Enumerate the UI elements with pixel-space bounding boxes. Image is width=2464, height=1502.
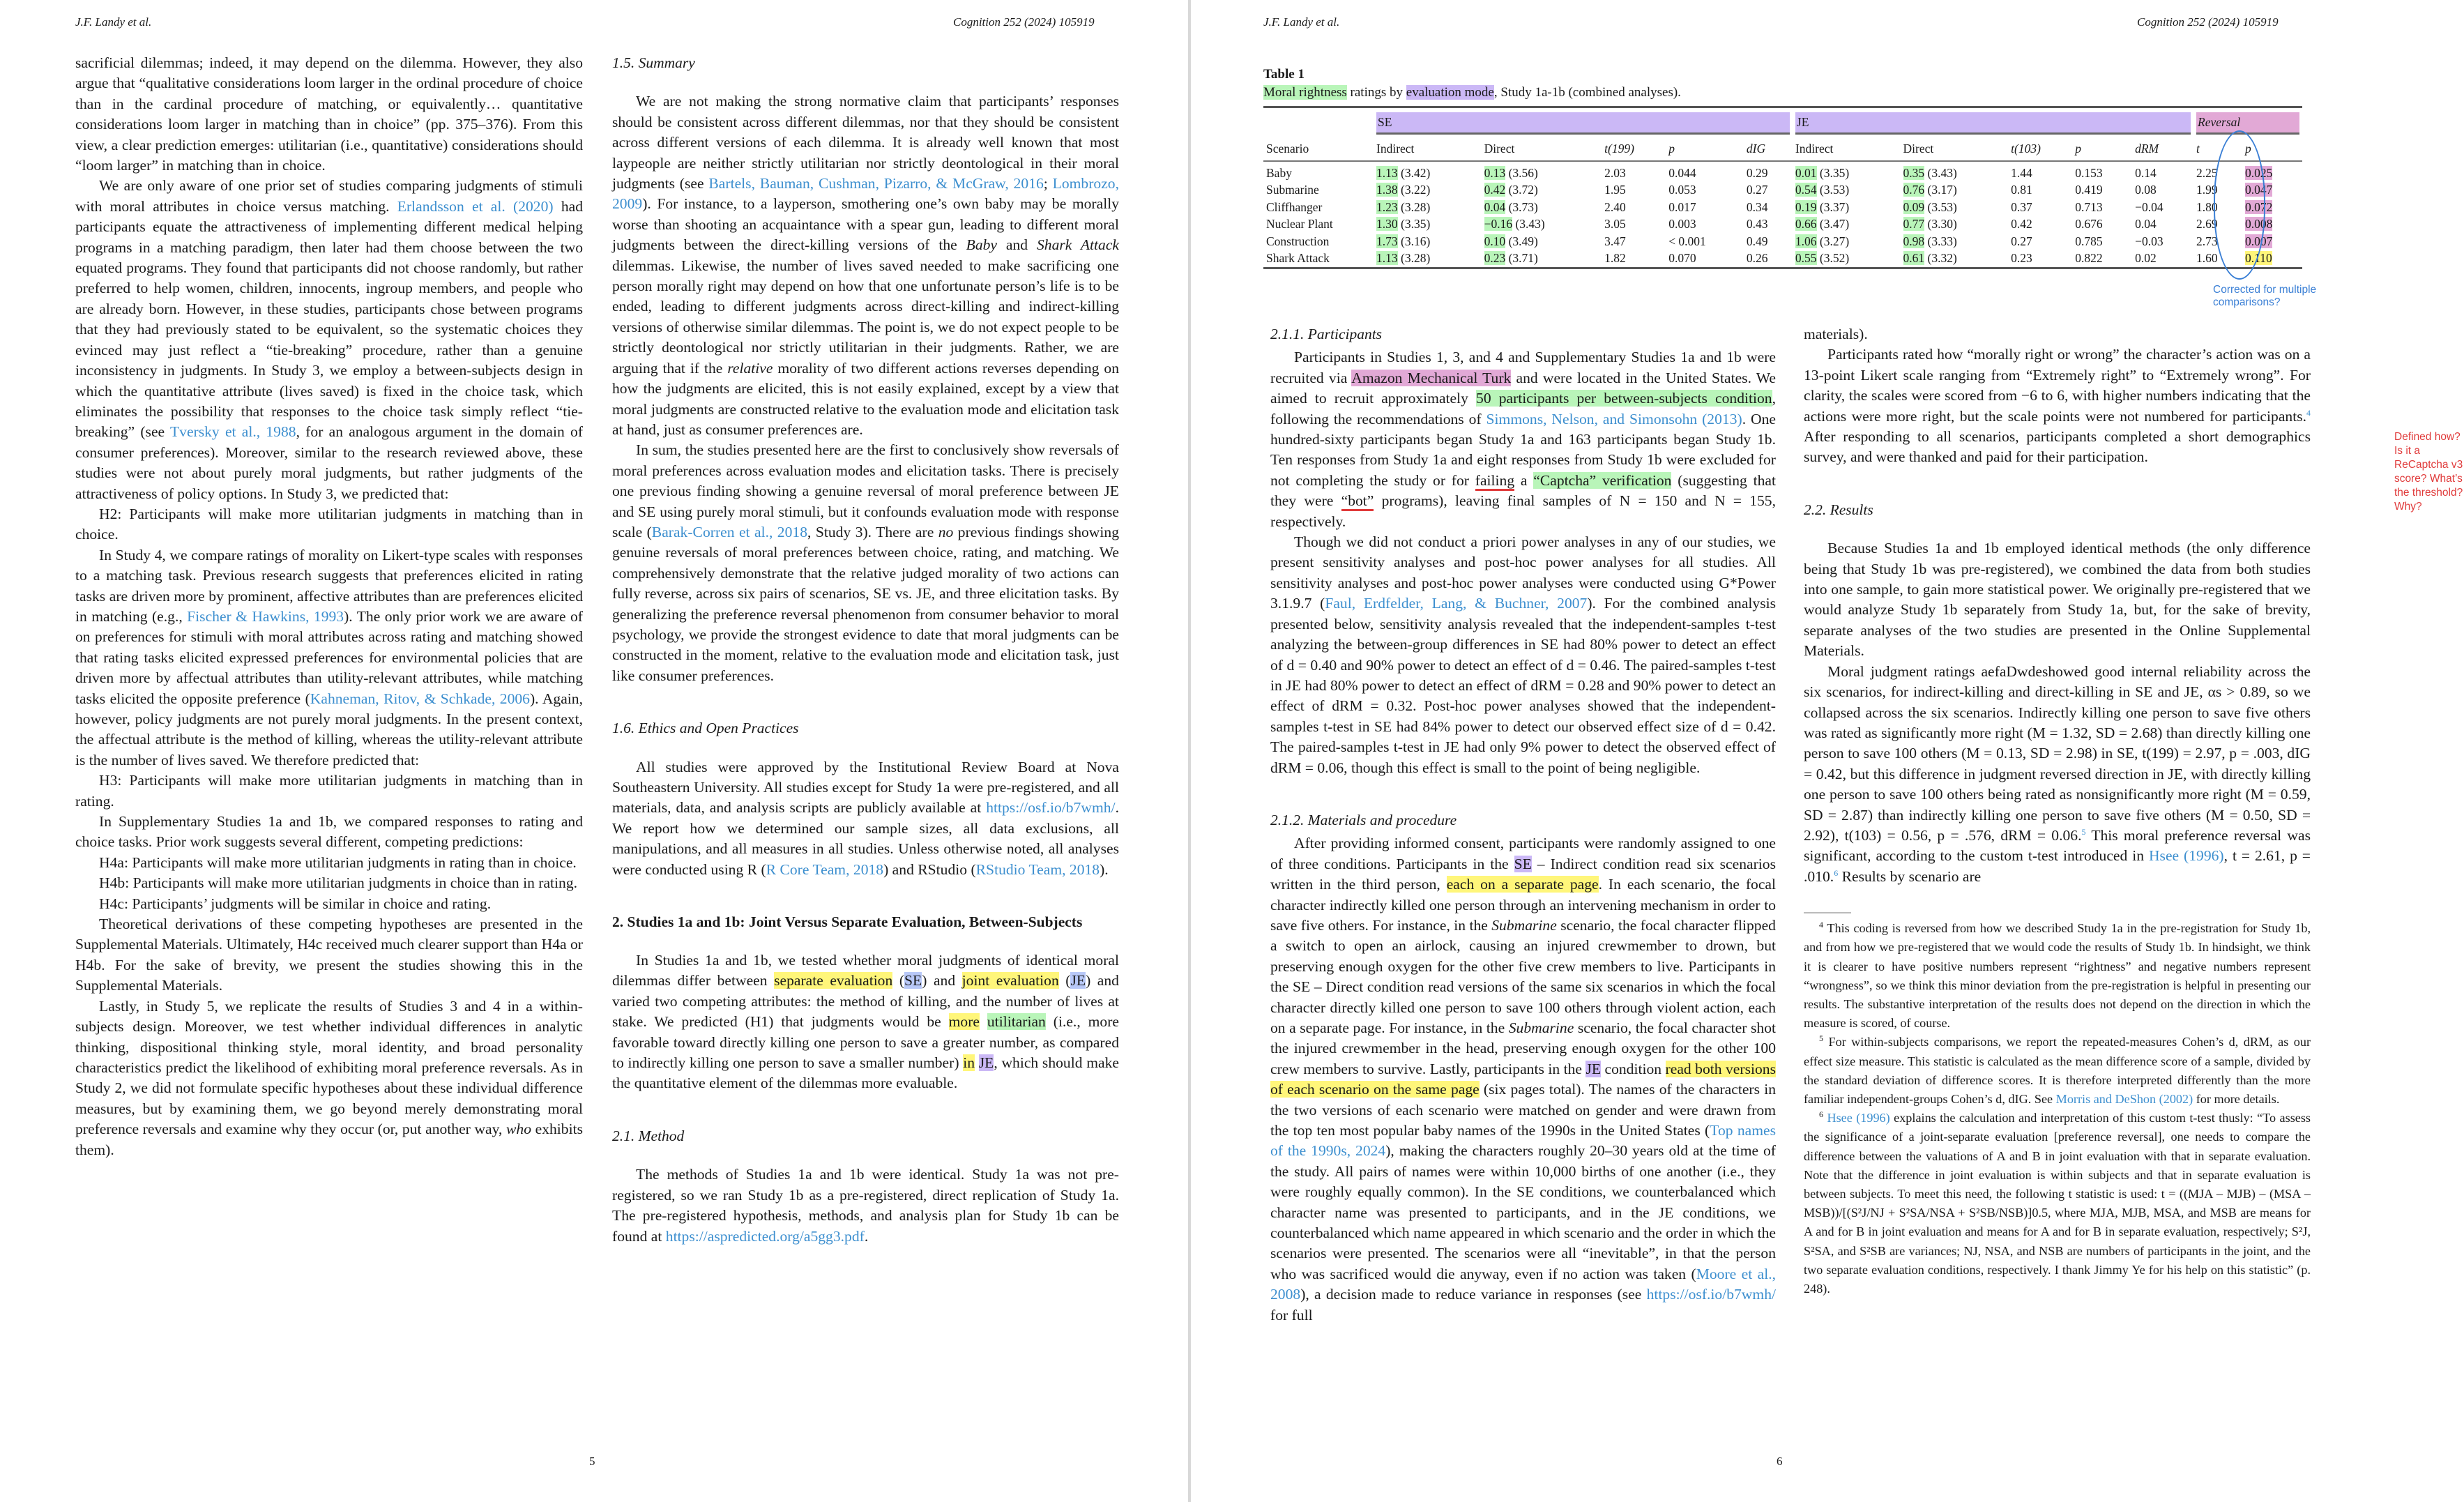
table-cell: 0.053 <box>1668 183 1696 197</box>
table-cell: Submarine <box>1266 183 1319 197</box>
group-se: SE <box>1374 107 1793 137</box>
table-cell: 0.047 <box>2245 183 2273 197</box>
footnote-6: $^6$ Hsee (1996) explains the calculation and interpretation of this custom t-test thusly: “To assess the significance of a joint-separate evaluation [preference reversal], one needs to compare the difference between the valuations of A and B in joint evaluation with that in separate evaluation. Note that the difference in joint evaluation is within subjects and that in separate evaluation is between subjects. To meet this need, the following t statistic is used: t = ((MJA – MJB) – (MSA – MSB))/[(S²J/NJ + S²SA/NSA + S²SB/NSB)]0.5, where MJA, MJB, MSA, and MSB are means for A and for B in joint evaluation and means for A and for B in separate evaluation, respectively; S²J, S²SA, and S²SB are variances; NJ, NSA, and NSB are numbers of participants in the joint, and the two separate evaluation conditions, respectively. I thank Jimmy Ye for his help on this statistic” (p. 248). <box>1804 1109 2311 1296</box>
hypothesis-h4b: H4b: Participants will make more utilitarian judgments in choice than in rating. <box>99 874 578 892</box>
osf-link[interactable]: https://osf.io/b7wmh/ <box>986 799 1116 817</box>
osf-link[interactable]: https://osf.io/b7wmh/ <box>1646 1286 1776 1303</box>
table-cell: Cliffhanger <box>1266 199 1323 214</box>
table-cell: 1.23 (3.28) <box>1376 199 1431 214</box>
table-caption: Moral rightness ratings by evaluation mode, Study 1a-1b (combined analyses). <box>1263 85 1681 100</box>
footnotes <box>1804 919 2311 1298</box>
highlight-blue: SE <box>904 972 922 989</box>
table-cell: 0.76 (3.17) <box>1903 183 1957 197</box>
section-heading-2-1-2: 2.1.2. Materials and procedure <box>1270 811 1457 828</box>
table-cell: 2.03 <box>1604 165 1626 180</box>
table-cell: Baby <box>1266 165 1292 180</box>
paragraph: In Study 4, we compare ratings of morality on Likert-type scales with responses to a matching task. Previous research suggests that preferences elicited in rating tasks are driven more by prominent, affective attributes than are preferences elicited in matching (e.g., Fischer & Hawkins, 1993). The only prior work we are aware of on preferences for stimuli with moral attributes across rating and matching showed that rating tasks elicited expressed preferences for environmental policies that are driven more by affectual attributes than utility-relevant attributes, while matching tasks elicited the opposite preference (Kahneman, Ritov, & Schkade, 2006). Again, however, policy judgments are not purely moral judgments. In the present context, the affectual attribute is the method of killing, whereas the utility-relevant attribute is the number of lives saved. We therefore predicted that: <box>75 546 583 768</box>
citation-link[interactable]: Lombrozo, 2009 <box>612 175 1119 213</box>
table-cell: 0.61 (3.32) <box>1903 251 1957 266</box>
table-cell: 0.419 <box>2075 183 2103 197</box>
table-cell: Shark Attack <box>1266 251 1330 266</box>
table-cell: 0.49 <box>1746 234 1768 248</box>
table-cell: 0.19 (3.37) <box>1795 199 1850 214</box>
table-cell: 0.025 <box>2245 165 2273 180</box>
citation-link[interactable]: RStudio Team, 2018 <box>975 860 1100 878</box>
table-cell: 3.47 <box>1604 234 1626 248</box>
table-cell: 0.110 <box>2245 251 2272 266</box>
table-cell: 0.29 <box>1746 165 1768 180</box>
annotation-circle <box>2214 130 2265 280</box>
citation-link[interactable]: Bartels, Bauman, Cushman, Pizarro, & McGraw, 2016 <box>708 175 1044 192</box>
paragraph: Moral judgment ratings aefaDwdeshowed good internal reliability across the six scenarios, for indirect-killing and direct-killing in SE and JE, αs > 0.89, so we collapsed across the six scenarios. Indirectly killing one person to save five others was rated as significantly more right (M = 1.32, SD = 2.68) than directly killing one person to save 100 others (M = 0.13, SD = 2.98) in SE, t(199) = 2.97, p = .003, dIG = 0.42, but this difference in judgment reversed direction in JE, with directly killing one person to save 100 others being rated as nonsignificantly more right (M = 0.59, SD = 2.87) than indirectly killing one person to save five others (M = 0.50, SD = 2.92), t(103) = 0.56, p = .576, dRM = 0.06.$^5$ This moral preference reversal was significant, according to the custom t-test introduced in Hsee (1996), t = 2.61, p = .010.$^6$ Results by scenario are <box>1804 662 2311 885</box>
column-header: t(199) <box>1602 136 1666 161</box>
citation-link[interactable]: Top names of the 1990s, 2024 <box>1270 1122 1777 1160</box>
footnote-ref[interactable]: 5 <box>2081 826 2086 837</box>
table-cell: 1.44 <box>2011 165 2032 180</box>
page6-right-column <box>1804 324 2311 1298</box>
highlight-green: “Captcha” verification <box>1533 471 1672 489</box>
table-cell: 1.73 (3.16) <box>1376 234 1431 248</box>
running-head-journal: Cognition 252 (2024) 105919 <box>953 15 1095 29</box>
section-heading-2-1: 2.1. Method <box>612 1127 685 1144</box>
table-cell: 0.42 <box>2011 217 2032 232</box>
table-cell: Construction <box>1266 234 1330 248</box>
table-cell: 0.66 (3.47) <box>1795 217 1850 232</box>
paragraph: materials). <box>1804 326 1868 342</box>
citation-link[interactable]: Fischer & Hawkins, 1993 <box>187 607 344 625</box>
highlight-blue: JE <box>1070 972 1086 989</box>
paragraph: In Supplementary Studies 1a and 1b, we compared responses to rating and choice tasks. Prior work suggests several different, competing predictions: <box>75 813 583 851</box>
citation-link[interactable]: Barak-Corren et al., 2018 <box>651 523 807 540</box>
footnote-5: $^5$ For within-subjects comparisons, we report the repeated-measures Cohen’s d, dRM, as our effect size measure. This statistic is calculated as the mean difference score of a sample, divided by the standard deviation of difference scores. It is therefore interpreted differently than the more familiar independent-groups Cohen’s d, dIG. See Morris and DeShon (2002) for more details. <box>1804 1033 2311 1106</box>
citation-link[interactable]: Simmons, Nelson, and Simonsohn (2013) <box>1486 410 1742 427</box>
table-cell: 0.98 (3.33) <box>1903 234 1957 248</box>
table-cell: 0.01 (3.35) <box>1795 165 1850 180</box>
citation-link[interactable]: Morris and DeShon (2002) <box>2055 1091 2193 1106</box>
table-cell: 0.676 <box>2075 217 2103 232</box>
table-row <box>1263 161 2302 182</box>
table-cell: 0.153 <box>2075 165 2103 180</box>
paragraph: In sum, the studies presented here are the first to conclusively show reversals of moral preferences across evaluation modes and elicitation tasks. There is precisely one previous finding showing a genuine reversal of moral preference between JE and SE using purely moral stimuli, but it confounds evaluation mode with response scale (Barak-Corren et al., 2018, Study 3). There are no previous findings showing genuine reversals of moral preferences between choice, rating, and matching. We comprehensively demonstrate that the relative judged morality of two actions can fully reverse, across six pairs of scenarios, SE vs. JE, and three elicitation tasks. By generalizing the preference reversal phenomenon from consumer behavior to moral psychology, we provide the strongest evidence to date that moral judgments can be constructed in the moment, relative to the evaluation mode and elicitation task, just like consumer preferences. <box>612 441 1119 684</box>
table-cell: < 0.001 <box>1668 234 1706 248</box>
hypothesis-h4c: H4c: Participants’ judgments will be similar in choice and rating. <box>99 895 492 912</box>
page6-left-column <box>1270 324 1776 1326</box>
table-cell: −0.16 (3.43) <box>1484 217 1545 232</box>
highlight-purple: JE <box>1585 1060 1602 1077</box>
footnote-ref[interactable]: 4 <box>2306 407 2311 418</box>
highlight-green: utilitarian <box>987 1013 1046 1031</box>
page5-right-column <box>612 53 1119 1247</box>
table-cell: 0.713 <box>2075 199 2103 214</box>
table-cell: 0.04 <box>2135 217 2157 232</box>
section-heading-2-1-1: 2.1.1. Participants <box>1270 326 1383 342</box>
table-cell: 1.82 <box>1604 251 1626 266</box>
column-header: p <box>1666 136 1744 161</box>
citation-link[interactable]: Erlandsson et al. (2020) <box>397 197 554 215</box>
table-cell: −0.03 <box>2135 234 2163 248</box>
paragraph: sacrificial dilemmas; indeed, it may depend on the dilemma. However, they also argue that “qualitative considerations loom larger in the ordinal procedure of choice than in the cardinal procedure of matching, or equivalently… quantitative considerations loom larger in matching than in choice” (pp. 375–376). From this view, a clear prediction emerges: utilitarian (i.e., quantitative) considerations should “loom larger” in matching than in choice. <box>75 54 583 174</box>
page-6 <box>1194 0 2463 1502</box>
table-cell: 0.072 <box>2245 199 2273 214</box>
paragraph: The methods of Studies 1a and 1b were identical. Study 1a was not pre-registered, so we ran Study 1b as a pre-registered, direct replication of Study 1a. The pre-registered hypothesis, methods, and analysis plan for Study 1b can be found at https://aspredicted.org/a5gg3.pdf. <box>612 1166 1119 1245</box>
column-header: t <box>2193 136 2242 161</box>
paragraph: Because Studies 1a and 1b employed identical methods (the only difference being that Study 1b was pre-registered), we combined the data from both studies into one sample, to gain more statistical power. We originally pre-registered that we would analyze Study 1b separately from Study 1a, but, for the sake of brevity, separate analyses of the two studies are presented in the Online Supplemental Materials. <box>1804 540 2311 660</box>
underline-red: “bot” <box>1341 492 1374 511</box>
column-header: Direct <box>1482 136 1602 161</box>
table-cell: 0.34 <box>1746 199 1768 214</box>
table-1 <box>1263 67 2365 269</box>
underline-red: failing <box>1475 472 1514 491</box>
running-head-authors: J.F. Landy et al. <box>1263 15 1340 29</box>
footnote-4: $^4$ This coding is reversed from how we described Study 1a in the pre-registration for Study 1b, and from how we pre-registered that we would code the results of Study 1b. In hindsight, we think it is clearer to have positive numbers represent “rightness” and negative numbers represent “wrongness”, so we think this minor deviation from the pre-registration is helpful in presenting our results. The substantive interpretation of the results does not depend on the direction in which the measure is scored, of course. <box>1804 920 2311 1031</box>
table-row <box>1263 216 2302 234</box>
column-header: Indirect <box>1793 136 1901 161</box>
group-je: JE <box>1793 107 2193 137</box>
hypothesis-h2: H2: Participants will make more utilitarian judgments in matching than in choice. <box>75 505 583 543</box>
citation-link[interactable]: R Core Team, 2018 <box>766 860 884 878</box>
table-cell: 0.43 <box>1746 217 1768 232</box>
running-head-journal: Cognition 252 (2024) 105919 <box>2137 15 2279 29</box>
table-cell: 0.27 <box>2011 234 2032 248</box>
table-cell: 1.80 <box>2196 199 2218 214</box>
table-cell: 0.10 (3.49) <box>1484 234 1538 248</box>
highlight-purple: SE <box>1514 855 1532 872</box>
paragraph: Though we did not conduct a priori power analyses in any of our studies, we present sensitivity analyses and post-hoc power analyses for all studies. All sensitivity analyses and post-hoc power analyses were conducted using G*Power 3.1.9.7 (Faul, Erdfelder, Lang, & Buchner, 2007). For the combined analysis presented below, sensitivity analysis revealed that the independent-samples t-test analyzing the between-group differences in SE had 80% power to detect an effect of d = 0.40 and 90% power to detect an effect of d = 0.46. The paired-samples t-test in JE had 80% power to detect an effect of dRM = 0.28 and 90% power to detect an effect of dRM = 0.32. Post-hoc power analyses showed that the independent-samples t-test in SE had 84% power to detect our observed effect size of d = 0.42. The paired-samples t-test in JE had only 9% power to detect the observed effect of dRM = 0.06, though this effect is small to the point of being negligible. <box>1270 533 1777 776</box>
highlight-green: 50 participants per between-subjects condition <box>1476 390 1772 407</box>
section-heading-1-6: 1.6. Ethics and Open Practices <box>612 720 799 737</box>
citation-link[interactable]: Hsee (1996) <box>1827 1111 1890 1125</box>
footnote-ref[interactable]: 6 <box>1834 867 1839 878</box>
table-cell: 2.25 <box>2196 165 2218 180</box>
table-row <box>1263 182 2302 199</box>
running-head-authors: J.F. Landy et al. <box>75 15 152 29</box>
highlight-magenta: Amazon Mechanical Turk <box>1351 369 1512 386</box>
table-cell: 0.81 <box>2011 183 2032 197</box>
table-cell: 0.044 <box>1668 165 1696 180</box>
column-header: dIG <box>1744 136 1793 161</box>
table-cell: 1.30 (3.35) <box>1376 217 1431 232</box>
section-heading-1-5: 1.5. Summary <box>612 54 695 71</box>
table-cell: 2.40 <box>1604 199 1626 214</box>
table-cell: 0.04 (3.73) <box>1484 199 1538 214</box>
table-cell: Nuclear Plant <box>1266 217 1333 232</box>
table-cell: 0.26 <box>1746 251 1768 266</box>
table-cell: −0.04 <box>2135 199 2163 214</box>
highlight-yellow: more <box>948 1013 980 1031</box>
paragraph: In Studies 1a and 1b, we tested whether moral judgments of identical moral dilemmas differ between separate evaluation (SE) and joint evaluation (JE) and varied two competing attributes: the method of killing, and the number of lives at stake. We predicted (H1) that judgments would be more utilitarian (i.e., more favorable toward directly killing one person to save a greater number, as compared to indirectly killing one person to save a smaller number) in JE, which should make the quantitative element of the dilemmas more evaluable. <box>612 952 1119 1092</box>
table-row <box>1263 233 2302 250</box>
footnote-rule <box>1804 912 1851 913</box>
table-cell: 1.95 <box>1604 183 1626 197</box>
column-header: p <box>2072 136 2132 161</box>
table-cell: 0.54 (3.53) <box>1795 183 1850 197</box>
paragraph: Participants rated how “morally right or wrong” the character’s action was on a 13-point Likert scale ranging from “Extremely right” to “Extremely wrong”. For clarity, the scales were scored from −6 to 6, with higher numbers indicating that the actions were more right, but the scale points were not numbered for participants.$^4$ After responding to all scenarios, participants completed a short demographics survey, and were thanked and paid for their participation. <box>1804 346 2311 466</box>
table-cell: 0.77 (3.30) <box>1903 217 1957 232</box>
citation-link[interactable]: Kahneman, Ritov, & Schkade, 2006 <box>310 690 530 707</box>
citation-link[interactable]: Tversky et al., 1988 <box>169 423 296 441</box>
table-cell: 0.23 <box>2011 251 2032 266</box>
table-cell: 0.13 (3.56) <box>1484 165 1538 180</box>
table-cell: 0.003 <box>1668 217 1696 232</box>
citation-link[interactable]: Moore et al., 2008 <box>1270 1265 1776 1303</box>
table-cell: 0.02 <box>2135 251 2157 266</box>
table-cell: 1.06 (3.27) <box>1795 234 1850 248</box>
highlight-yellow: joint evaluation <box>961 972 1059 989</box>
table-cell: 2.69 <box>2196 217 2218 232</box>
page-divider <box>1188 0 1191 1502</box>
annotation-comment-red: Defined how? Is it a ReCaptcha v3 score? What’s the threshold? Why? <box>2394 431 2463 513</box>
section-heading-2: 2. Studies 1a and 1b: Joint Versus Separate Evaluation, Between-Subjects <box>612 913 1083 931</box>
table-cell: 0.23 (3.71) <box>1484 251 1538 266</box>
aspredicted-link[interactable]: https://aspredicted.org/a5gg3.pdf <box>665 1227 865 1245</box>
paragraph: Theoretical derivations of these competing hypotheses are presented in the Supplemental Materials. Ultimately, H4c received much clearer support than H4a or H4b. For the sake of brevity, we present the studies showing this in the Supplemental Materials. <box>75 916 583 994</box>
paragraph: Lastly, in Study 5, we replicate the results of Studies 3 and 4 in a within-subjects design. Moreover, we test whether individual differences in analytic thinking, dispositional thinking style, moral identity, and broad personality characteristics predict the likelihood of exhibiting moral preference reversals. As in Study 2, we did not formulate specific hypotheses about these individual difference measures, but by examining them, we go beyond merely demonstrating moral preference reversals and examine why they occur (or, put another way, who exhibits them). <box>75 997 584 1158</box>
paragraph: Participants in Studies 1, 3, and 4 and Supplementary Studies 1a and 1b were recruited via Amazon Mechanical Turk and were located in the United States. We aimed to recruit approximately 50 participants per between-subjects condition, following the recommendations of Simmons, Nelson, and Simonsohn (2013). One hundred-sixty participants began Study 1a and 163 participants began Study 1b. Ten responses from Study 1a and eight responses from Study 1b were excluded for not completing the study or for failing a “Captcha” verification (suggesting that they were “bot” programs), leaving final samples of N = 150 and N = 155, respectively. <box>1270 349 1777 530</box>
page-number: 6 <box>1777 1455 1783 1468</box>
paragraph: We are only aware of one prior set of studies comparing judgments of stimuli with moral attributes in choice versus matching. Erlandsson et al. (2020) had participants equate the attractiveness of implementing different medical helping programs in a matching paradigm, then later had them choose between the two equated programs. They found that participants did not choose randomly, but rather preferred to help women, children, innocents, ingroup members, and people who are already born. However, in these studies, participants chose between programs that they had previously stated to be equivalent, so the systematic choices they evinced may just reflect a “tie-breaking” procedure, rather than a genuine inconsistency in judgments. In Study 3, we employ a between-subjects design in which the quantitative attribute (lives saved) is fixed in the choice task, which eliminates the possibility that responses to the choice task simply reflect “tie-breaking” (see Tversky et al., 1988, for an analogous argument in the domain of consumer preferences). Moreover, similar to the research reviewed above, these studies were not about purely moral judgments, but rather judgments of the attractiveness of policy options. In Study 3, we predicted that: <box>75 177 584 502</box>
table-cell: 0.070 <box>1668 251 1696 266</box>
table-cell: 1.13 (3.42) <box>1376 165 1431 180</box>
table-cell: 0.08 <box>2135 183 2157 197</box>
table-row <box>1263 199 2302 216</box>
hypothesis-h4a: H4a: Participants will make more utilitarian judgments in rating than in choice. <box>99 854 577 871</box>
page-5 <box>0 0 1187 1502</box>
paragraph: All studies were approved by the Institutional Review Board at Nova Southeastern University. All studies except for Study 1a were pre-registered, and all materials, data, and analysis scripts are publicly available at https://osf.io/b7wmh/. We report how we determined our sample sizes, all data exclusions, all manipulations, and all measures in all studies. Unless otherwise noted, all analyses were conducted using R (R Core Team, 2018) and RStudio (RStudio Team, 2018). <box>612 758 1119 878</box>
column-header: dRM <box>2132 136 2193 161</box>
table-cell: 0.27 <box>1746 183 1768 197</box>
results-table <box>1263 106 2302 269</box>
table-cell: 0.42 (3.72) <box>1484 183 1538 197</box>
highlight-purple: JE <box>978 1054 994 1072</box>
table-cell: 0.822 <box>2075 251 2103 266</box>
table-cell: 2.73 <box>2196 234 2218 248</box>
table-cell: 0.37 <box>2011 199 2032 214</box>
table-cell: 1.99 <box>2196 183 2218 197</box>
column-header: t(103) <box>2008 136 2072 161</box>
highlight-yellow: read both versions of each scenario on the same page <box>1270 1060 1776 1098</box>
paragraph: We are not making the strong normative claim that participants’ responses should be consistent across different dilemmas, nor that they should be consistent across different versions of each dilemma. It is already well known that most laypeople are neither strictly utilitarian nor strictly deontological in their moral judgments (see Bartels, Bauman, Cushman, Pizarro, & McGraw, 2016; Lombrozo, 2009). For instance, to a layperson, smothering one’s own baby may be morally worse than shooting an acquaintance with a spear gun, leading to different moral judgments between the direct-killing versions of the Baby and Shark Attack dilemmas. Likewise, the number of lives saved needed to make sacrificing one person morally right may depend on how that one unfortunate person’s life is to be ended, leading to different judgments across direct-killing and indirect-killing versions of otherwise similar dilemmas. The point is, we do not expect people to be strictly deontological nor strictly utilitarian in their judgments. Rather, we are arguing that if the relative morality of two different actions reverses depending on how the judgments are elicited, this is not easily explained, except by a view that moral judgments are constructed relative to the evaluation mode and elicitation task at hand, just as consumer preferences are. <box>612 93 1120 438</box>
table-cell: 1.60 <box>2196 251 2218 266</box>
table-cell: 1.38 (3.22) <box>1376 183 1431 197</box>
column-header: p <box>2242 136 2302 161</box>
table-cell: 0.09 (3.53) <box>1903 199 1957 214</box>
page5-left-column <box>75 53 583 1160</box>
table-cell: 0.017 <box>1668 199 1696 214</box>
table-title: Table 1 <box>1263 67 1305 82</box>
paragraph: After providing informed consent, participants were randomly assigned to one of three conditions. Participants in the SE – Indirect condition read six scenarios written in the third person, each on a separate page. In each scenario, the focal character indirectly killed one person through an intervening mechanism in order to save five others. For instance, in the Submarine scenario, the focal character flipped a switch to open an airlock, causing an injured crewmember to drown, but preserving enough oxygen for the other five crew members to live. Participants in the SE – Direct condition read versions of the same six scenarios in which the focal character directly killed one person to save 100 others through violent action, each on a separate page. For instance, in the Submarine scenario, the focal character shot the injured crewmember in the head, preserving enough oxygen for the other 100 crew members to survive. Lastly, participants in the JE condition read both versions of each scenario on the same page (six pages total). The names of the characters in the two versions of each scenario were matched on gender and were drawn from the top ten most popular baby names of the 1990s in the United States (Top names of the 1990s, 2024), making the characters roughly 20–30 years old at the time of the study. All pairs of names were within 10,000 births of one another (i.e., they were roughly equally common). In the SE conditions, we counterbalanced which character name was presented to participants, and in the JE conditions, we counterbalanced which name appeared in which scenario and the order in which the scenarios were presented. The scenarios were all “inevitable”, in that the person who was sacrificed would die anyway, even if no action was taken (Moore et al., 2008), a decision made to reduce variance in responses (see https://osf.io/b7wmh/ for full <box>1270 835 1777 1323</box>
citation-link[interactable]: Faul, Erdfelder, Lang, & Buchner, 2007 <box>1325 595 1588 612</box>
highlight-yellow: each on a separate page <box>1446 876 1599 893</box>
hypothesis-h3: H3: Participants will make more utilitarian judgments in matching than in rating. <box>75 772 583 810</box>
table-cell: 0.14 <box>2135 165 2157 180</box>
table-cell: 0.35 (3.43) <box>1903 165 1957 180</box>
table-row <box>1263 250 2302 268</box>
table-cell: 0.55 (3.52) <box>1795 251 1850 266</box>
column-header: Scenario <box>1263 136 1374 161</box>
table-cell: 0.008 <box>2245 217 2273 232</box>
table-cell: 1.13 (3.28) <box>1376 251 1431 266</box>
highlight-yellow: separate evaluation <box>774 972 893 989</box>
citation-link[interactable]: Hsee (1996) <box>2148 847 2224 865</box>
column-header: Direct <box>1901 136 2009 161</box>
group-reversal: Reversal <box>2193 107 2302 137</box>
highlight-yellow: in <box>963 1054 975 1072</box>
table-cell: 0.007 <box>2245 234 2273 248</box>
page-number: 5 <box>589 1455 595 1468</box>
column-header: Indirect <box>1374 136 1482 161</box>
table-cell: 3.05 <box>1604 217 1626 232</box>
annotation-comment-blue: Corrected for multiple comparisons? <box>2213 284 2317 308</box>
table-cell: 0.785 <box>2075 234 2103 248</box>
section-heading-2-2: 2.2. Results <box>1804 501 1873 518</box>
